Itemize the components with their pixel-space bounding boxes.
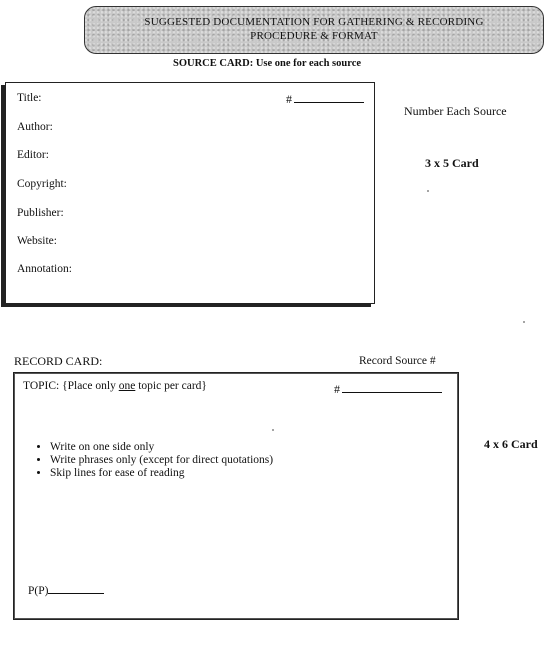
- topic-suffix: topic per card}: [135, 380, 207, 392]
- topic-prefix: TOPIC: {Place only: [23, 380, 119, 392]
- banner-title-line-2: PROCEDURE & FORMAT: [250, 30, 378, 42]
- record-card-size: 4 x 6 Card: [484, 437, 538, 451]
- banner-title-line-1: SUGGESTED DOCUMENTATION FOR GATHERING & RECORDING: [144, 16, 484, 28]
- speck: [427, 190, 429, 192]
- field-title: Title:: [17, 92, 42, 104]
- field-annotation: Annotation:: [17, 263, 72, 275]
- list-item: • Skip lines for ease of reading: [50, 467, 273, 479]
- topic-line: [23, 380, 207, 392]
- record-number-mark: #: [334, 382, 340, 396]
- field-publisher: Publisher:: [17, 207, 64, 219]
- page-reference-field: [28, 581, 104, 597]
- instruction-list: [16, 441, 273, 480]
- title-banner: [84, 6, 544, 54]
- record-source-label: Record Source #: [359, 355, 436, 367]
- source-number-blank: [294, 91, 364, 103]
- field-copyright: Copyright:: [17, 178, 67, 190]
- record-number-blank: [342, 380, 442, 393]
- page-reference-label: P(P): [28, 585, 49, 597]
- list-item: • Write phrases only (except for direct quotations): [50, 454, 273, 466]
- record-number-field: [334, 380, 442, 397]
- source-card: [5, 82, 375, 304]
- topic-underlined-word: one: [118, 380, 136, 392]
- record-card-heading: RECORD CARD:: [14, 354, 103, 368]
- source-number-field: [286, 91, 364, 107]
- speck: [523, 321, 525, 323]
- record-card: [13, 372, 459, 620]
- number-each-source-note: Number Each Source: [404, 104, 507, 118]
- speck: [272, 429, 274, 431]
- field-editor: Editor:: [17, 149, 49, 161]
- source-card-heading: SOURCE CARD: Use one for each source: [173, 58, 362, 69]
- source-card-size: 3 x 5 Card: [425, 156, 479, 170]
- page-reference-blank: [48, 581, 104, 594]
- list-item: • Write on one side only: [50, 441, 273, 453]
- source-number-mark: #: [286, 92, 292, 106]
- field-author: Author:: [17, 121, 53, 133]
- field-website: Website:: [17, 235, 57, 247]
